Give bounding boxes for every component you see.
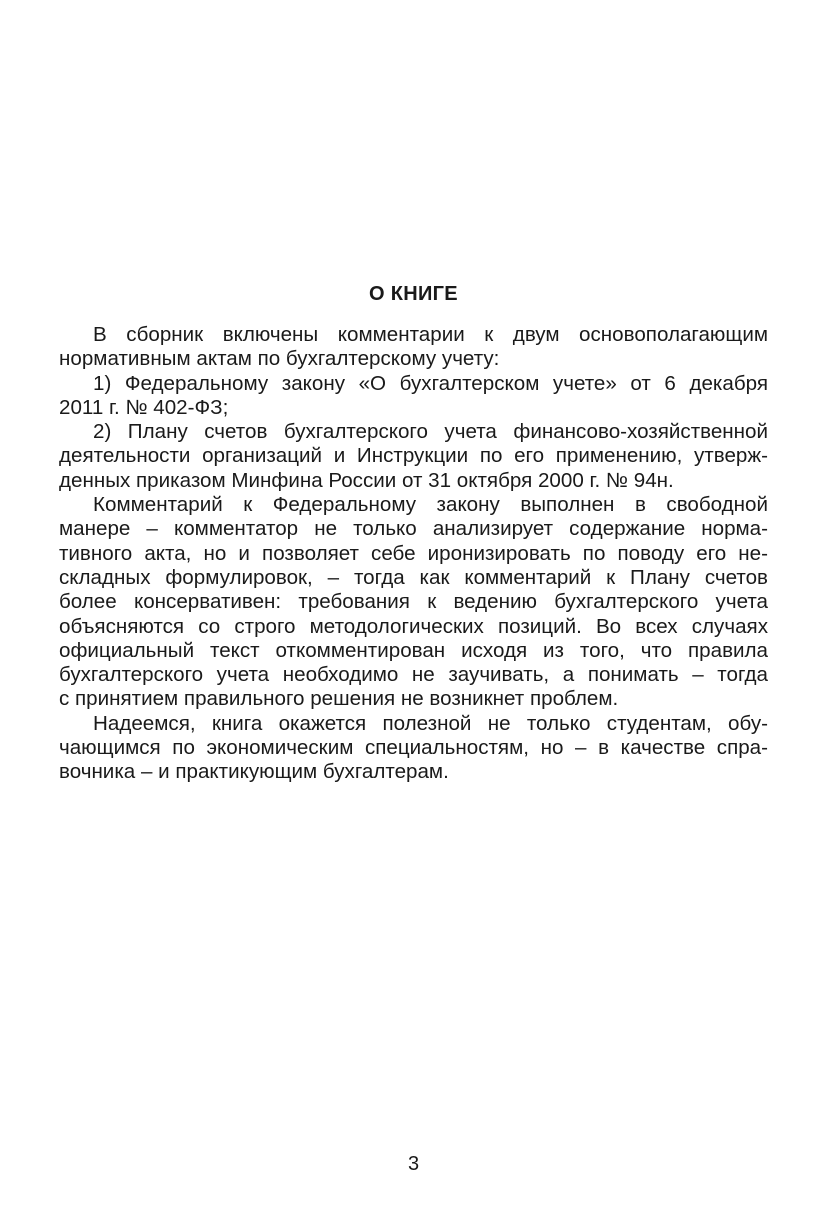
text-line: бухгалтерского учета необходимо не заучивать, а понимать – тогда	[59, 663, 768, 687]
text-line: В сборник включены комментарии к двум основополагающим	[93, 323, 768, 346]
page-title: О КНИГЕ	[369, 283, 458, 305]
body-text	[59, 323, 768, 785]
page-number: 3	[407, 1153, 420, 1175]
text-line: нормативным актам по бухгалтерскому учету:	[59, 347, 500, 371]
text-line: манере – комментатор не только анализирует содержание норма-	[59, 517, 768, 541]
text-line: чающимся по экономическим специальностям, но – в качестве спра-	[59, 736, 768, 760]
text-line: с принятием правильного решения не возникнет проблем.	[59, 687, 619, 711]
text-line: более консервативен: требования к ведению бухгалтерского учета	[59, 590, 768, 614]
text-line: Комментарий к Федеральному закону выполнен в свободной	[93, 493, 768, 517]
text-line: объясняются со строго методологических позиций. Во всех случаях	[59, 614, 768, 638]
text-line: тивного акта, но и позволяет себе иронизировать по поводу его не-	[59, 541, 768, 565]
text-line: 2) Плану счетов бухгалтерского учета финансово-хозяйственной	[93, 420, 768, 444]
text-line: официальный текст откомментирован исходя из того, что правила	[59, 638, 768, 662]
text-line: Надеемся, книга окажется полезной не только студентам, обу-	[93, 711, 768, 735]
text-line: 2011 г. № 402-ФЗ;	[59, 395, 229, 419]
text-line: 1) Федеральному закону «О бухгалтерском учете» от 6 декабря	[93, 371, 768, 395]
text-line: складных формулировок, – тогда как комментарий к Плану счетов	[59, 565, 768, 589]
text-line: вочника – и практикующим бухгалтерам.	[59, 760, 449, 784]
text-line: денных приказом Минфина России от 31 октября 2000 г. № 94н.	[59, 468, 674, 492]
text-line: деятельности организаций и Инструкции по его применению, утверж-	[59, 444, 768, 468]
